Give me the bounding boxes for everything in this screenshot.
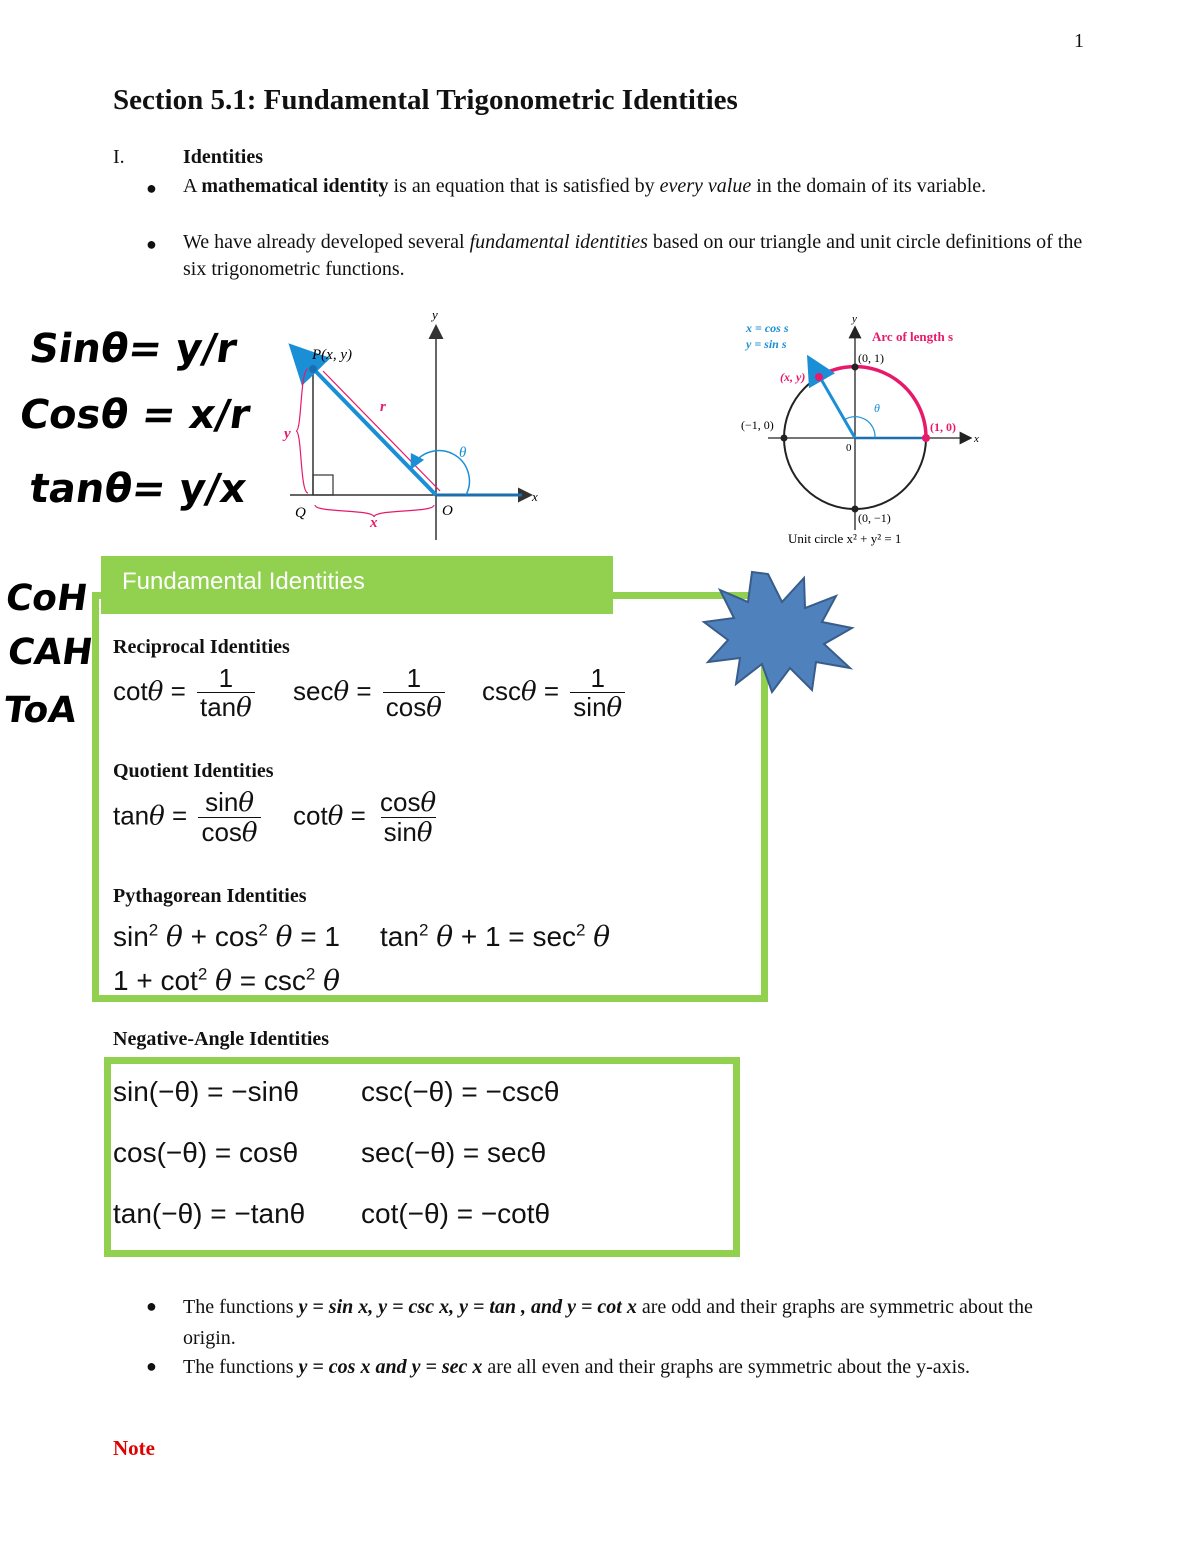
x-axis-label: x xyxy=(974,433,979,445)
point-right xyxy=(922,434,930,442)
handwritten-coh: CoH xyxy=(3,578,91,619)
y-brace xyxy=(296,369,308,493)
reciprocal-heading: Reciprocal Identities xyxy=(113,636,290,658)
reciprocal-sec: secθ = $\frac{1}{\cos\theta}$ xyxy=(293,664,449,722)
bullet-fundamental-identities: We have already developed several fundamental identities based on our triangle and unit circle definitions of the six trigonometric functions. xyxy=(183,231,1083,280)
handwritten-toa: ToA xyxy=(1,690,80,731)
o-label: O xyxy=(442,503,453,519)
theta-label: θ xyxy=(874,401,880,415)
quotient-tan: tanθ = $\frac{\sin\theta}{\cos\theta}$ xyxy=(113,788,265,847)
neg-cot: cot(−θ) = −cotθ xyxy=(361,1198,551,1229)
quotient-cot: cotθ = $\frac{\cos\theta}{\sin\theta}$ xyxy=(293,787,437,848)
bullet-even-functions: The functions y = cos x and y = sec x are all even and their graphs are symmetric about the y-axis. xyxy=(183,1356,970,1378)
handwritten-cah: CAH xyxy=(5,632,96,673)
point-left xyxy=(781,435,788,442)
y-eq-label: y = sin s xyxy=(746,337,787,351)
unit-circle-diagram xyxy=(738,308,988,548)
top-point-label: (0, 1) xyxy=(858,351,884,365)
page-title: Section 5.1: Fundamental Trigonometric Identities xyxy=(113,84,738,116)
q-label: Q xyxy=(295,505,306,521)
r-label: r xyxy=(380,399,386,415)
point-p xyxy=(309,365,317,373)
bullet-dot: ● xyxy=(146,1296,157,1316)
page-number: 1 xyxy=(1074,30,1084,52)
pythagorean-heading: Pythagorean Identities xyxy=(113,885,307,907)
neg-sec: sec(−θ) = secθ xyxy=(361,1137,547,1168)
handwritten-tan: tanθ= y/x xyxy=(26,466,250,512)
handwritten-cos: Cosθ = x/r xyxy=(16,392,253,438)
x-side-label: x xyxy=(370,515,378,531)
theta-label: θ xyxy=(459,445,467,461)
star-burst-shape xyxy=(700,570,860,695)
r-bracket xyxy=(323,371,440,491)
pythagorean-cot-csc: $1 + \cot^2 \theta = \csc^2 \theta$ xyxy=(113,964,340,997)
neg-sin: sin(−θ) = −sinθ xyxy=(113,1076,299,1107)
origin-label: 0 xyxy=(846,442,852,454)
pythagorean-sin-cos: $\sin^2 \theta + \cos^2 \theta = 1$ xyxy=(113,920,340,953)
p-label: P(x, y) xyxy=(312,347,352,363)
y-side-label: y xyxy=(284,426,291,442)
right-angle-marker xyxy=(313,475,333,495)
quotient-heading: Quotient Identities xyxy=(113,760,274,782)
section-number: I. xyxy=(113,146,125,168)
note-label: Note xyxy=(113,1436,155,1460)
pythagorean-tan-sec: $\tan^2 \theta + 1 = \sec^2 \theta$ xyxy=(380,920,611,953)
y-axis-label: y xyxy=(432,307,438,322)
handwritten-sin: Sinθ= y/r xyxy=(26,326,240,372)
y-axis-label: y xyxy=(852,313,857,325)
arc-label: Arc of length s xyxy=(872,329,954,344)
bullet-identity-definition: A mathematical identity is an equation that is satisfied by every value in the domain of its variable. xyxy=(183,175,987,197)
right-point-label: (1, 0) xyxy=(930,420,956,434)
bullet-dot: ● xyxy=(146,234,157,254)
neg-cos: cos(−θ) = cosθ xyxy=(113,1137,299,1168)
x-axis-label: x xyxy=(532,489,538,504)
reciprocal-csc: cscθ = $\frac{1}{\sin\theta}$ xyxy=(482,664,629,722)
x-eq-label: x = cos s xyxy=(746,321,789,335)
reciprocal-cot: cotθ = $\frac{1}{\tan\theta}$ xyxy=(113,664,259,722)
unit-circle-caption: Unit circle x² + y² = 1 xyxy=(788,531,902,546)
bullet-odd-functions: The functions y = sin x, y = csc x, y = tan , and y = cot x are odd and their graphs are symmetric about the origin. xyxy=(183,1296,1033,1349)
xy-point-label: (x, y) xyxy=(780,370,806,384)
negative-angle-heading: Negative-Angle Identities xyxy=(113,1028,330,1050)
bullet-dot: ● xyxy=(146,1356,157,1376)
neg-tan: tan(−θ) = −tanθ xyxy=(113,1198,306,1229)
bottom-point-label: (0, −1) xyxy=(858,511,891,525)
bullet-dot: ● xyxy=(146,178,157,198)
fundamental-identities-tab: Fundamental Identities xyxy=(101,556,613,614)
left-point-label: (−1, 0) xyxy=(741,418,774,432)
section-title: Identities xyxy=(183,146,263,168)
neg-csc: csc(−θ) = −cscθ xyxy=(361,1076,560,1107)
point-xy xyxy=(815,373,823,381)
triangle-diagram xyxy=(270,305,560,545)
